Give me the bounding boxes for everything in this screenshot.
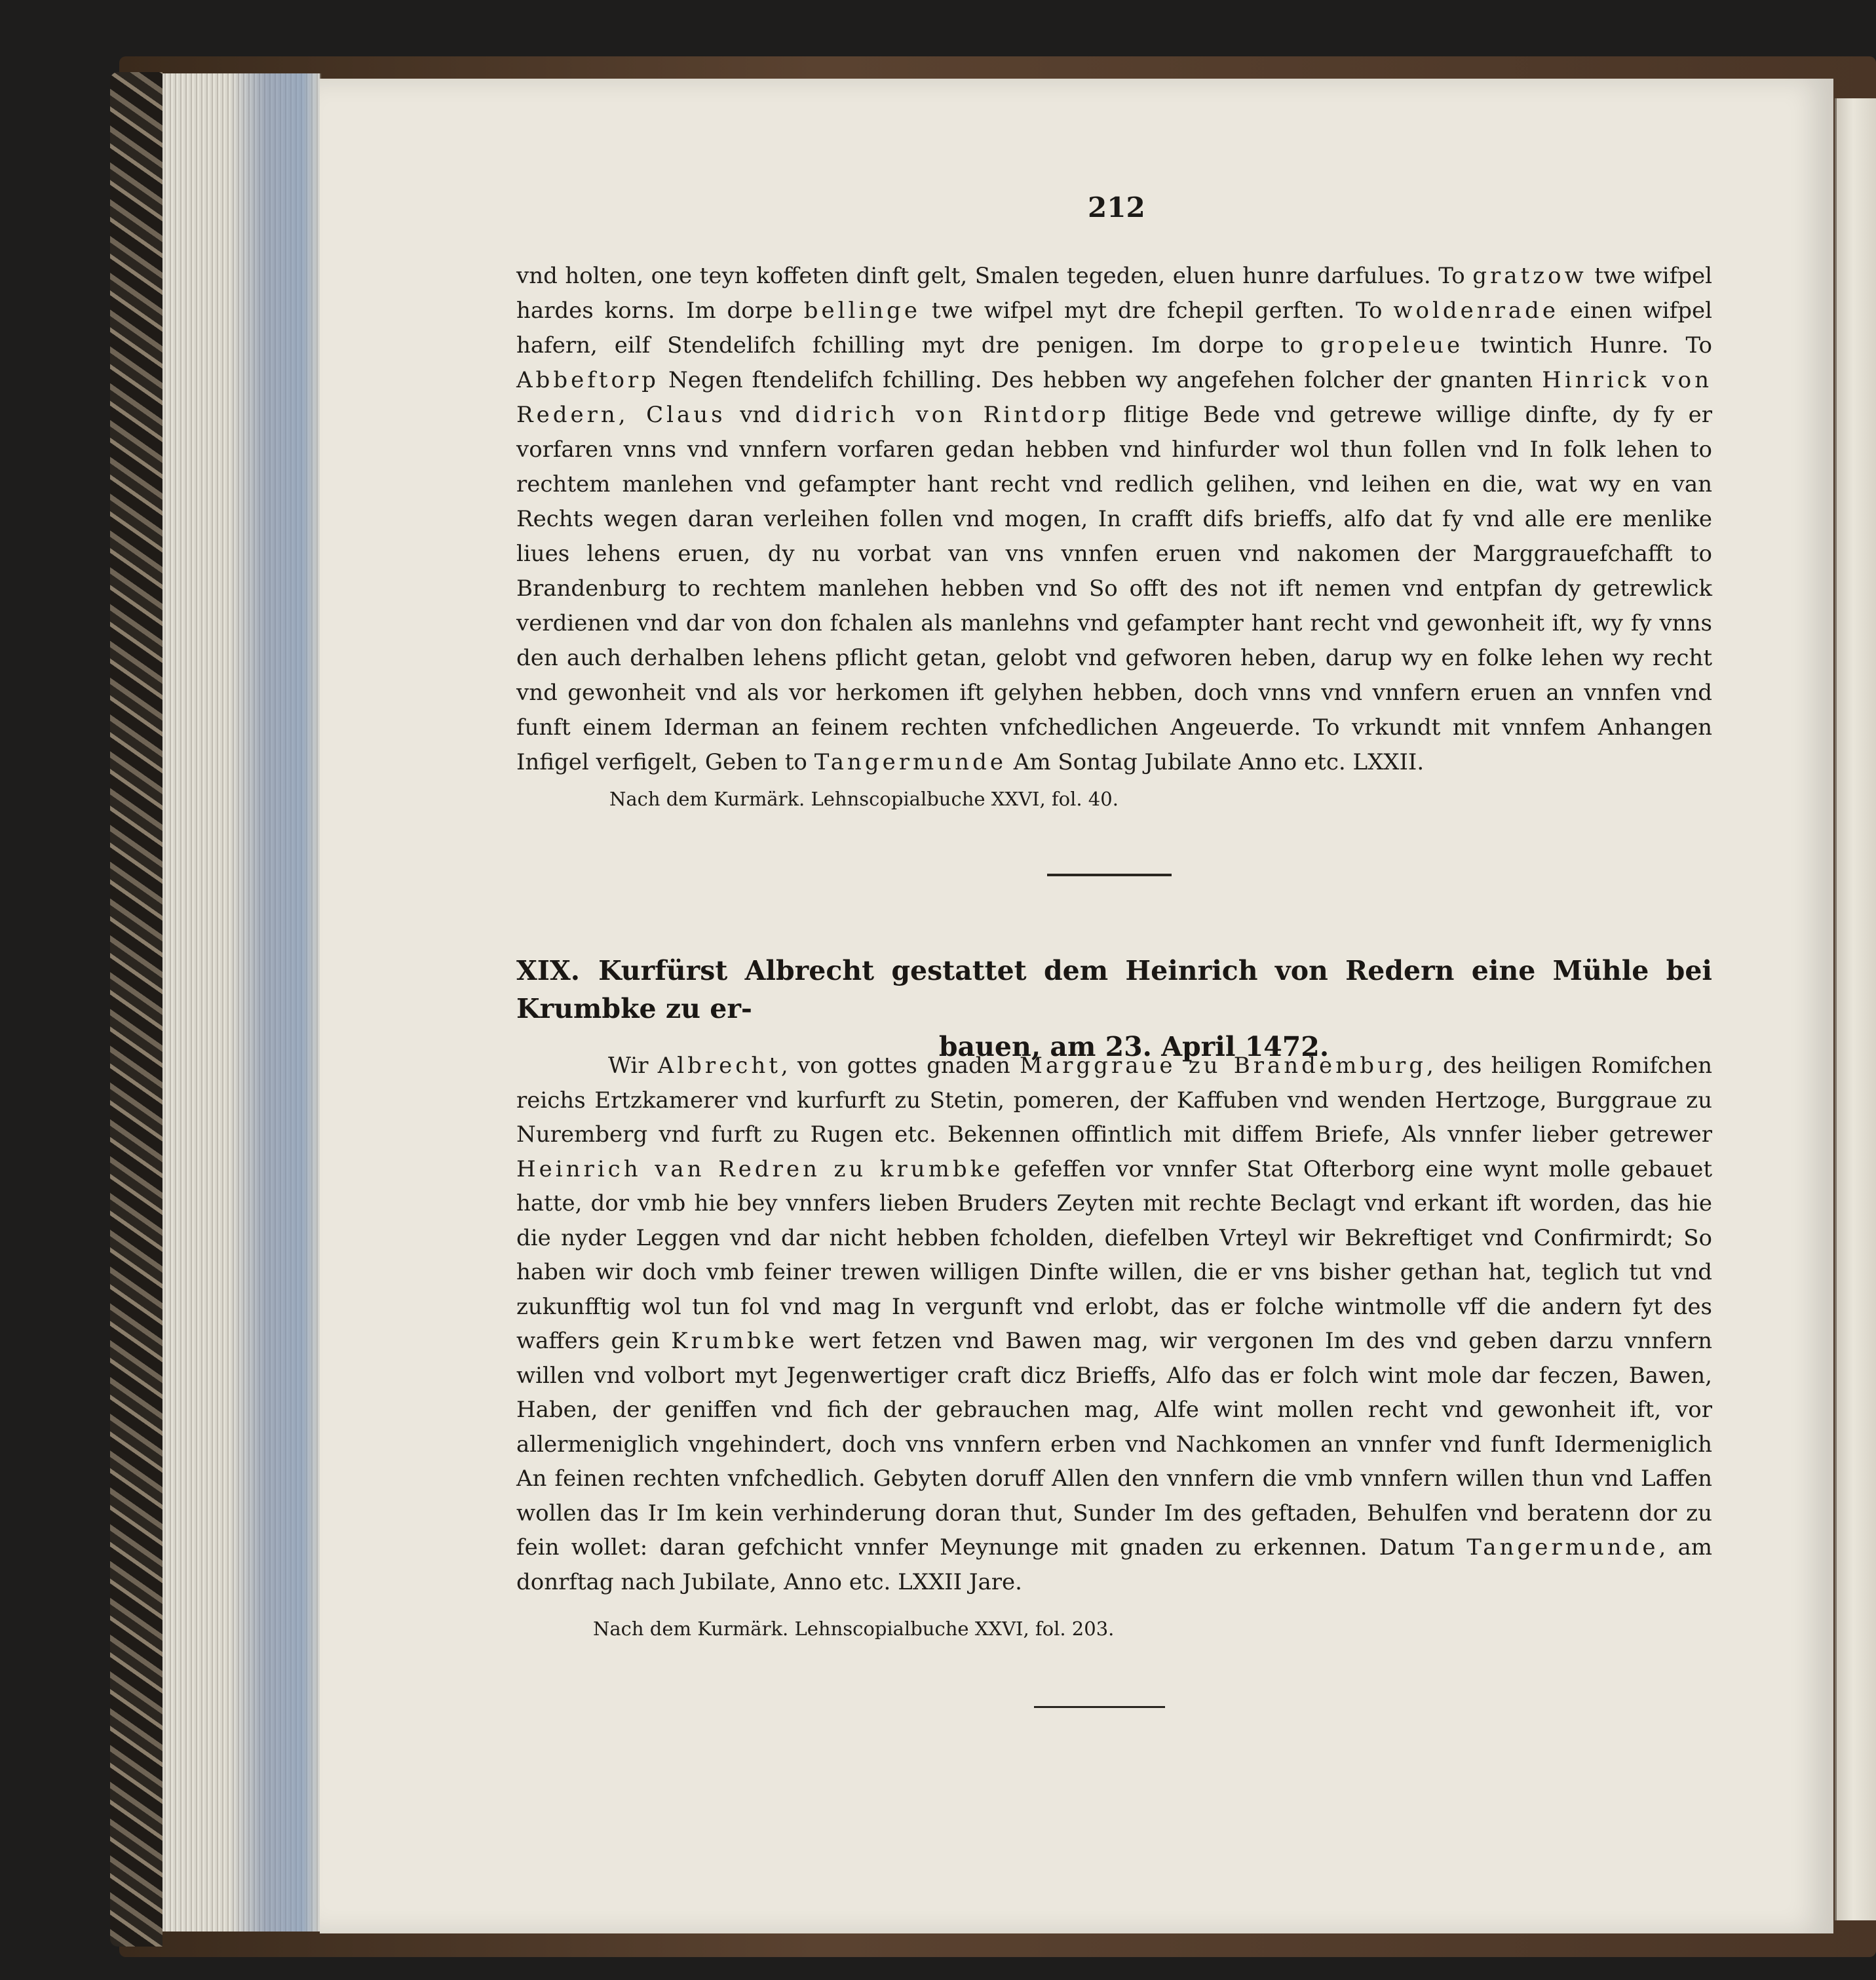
person-name: Heinrich van Redren zu krumbke <box>516 1155 1004 1182</box>
text-segment: , von gottes gnaden <box>780 1053 1020 1079</box>
text-segment: vnd holten, one teyn koffeten dinft gelt, Smalen tegeden, eluen hunre darfulues. To <box>516 263 1473 289</box>
document-1-text <box>516 259 1712 780</box>
page-edge-tint <box>229 73 321 1931</box>
source-note-2: Nach dem Kurmärk. Lehnscopialbuche XXVI, fol. 203. <box>593 1618 1115 1640</box>
text-segment: Am Sontag Jubilate Anno etc. LXXII. <box>1006 749 1425 775</box>
text-segment: , des heiligen Romifchen reichs Ertzkamerer vnd kurfurft zu Stetin, pomeren, der Kaffuben vnd wenden Hertzoge, Burggraue zu Nuremberg vnd furft zu Rugen etc. Bekennen offintlich mit diffem Briefe, Als vnnfer lieber getrewer <box>516 1053 1712 1148</box>
place-name: gratzow <box>1472 263 1587 289</box>
place-name: woldenrade <box>1393 298 1560 324</box>
place-name: Abbeftorp <box>516 367 659 393</box>
end-divider <box>1034 1706 1165 1708</box>
text-segment: Wir <box>608 1053 658 1079</box>
text-segment: flitige Bede vnd getrewe willige dinfte, dy fy er vorfaren vnns vnd vnnfern vorfaren gedan hebben vnd hinfurder wol thun follen vnd In folk lehen to rechtem manlehen vnd gefampter hant recht vnd redlich gelihen, vnd leihen en die, wat wy en van Rechts wegen daran verleihen follen vnd mogen, In crafft difs brieffs, alfo dat fy vnd alle ere menlike liues lehens eruen, dy nu vorbat van vns vnnfen eruen vnd nakomen der Marggrauefchafft to Brandenburg to rechtem manlehen hebben vnd So offt des not ift nemen vnd entpfan dy getrewlick verdienen vnd dar von don fchalen als manlehns vnd gefampter hant recht vnd gewonheit ift, wy fy vnns den auch derhalben lehens pflicht getan, gelobt vnd gefworen heben, darup wy en folke lehen wy recht vnd gewonheit vnd als vor herkomen ift gelyhen hebben, doch vnns vnd vnnfern eruen an vnnfen vnd funft einem Iderman an feinem rechten vnfchedlichen Angeuerde. To vrkundt mit vnnfem Anhangen Infigel verfigelt, Geben to <box>516 402 1712 775</box>
place-name: Krumbke <box>671 1328 798 1354</box>
person-name: Albrecht <box>657 1053 781 1079</box>
facing-page-edge <box>1835 98 1876 1920</box>
title-name: Marggraue zu Brandemburg <box>1020 1053 1426 1079</box>
place-name: Tangermunde <box>1466 1534 1659 1561</box>
document-2-text <box>516 1049 1712 1599</box>
source-note-1: Nach dem Kurmärk. Lehnscopialbuche XXVI, fol. 40. <box>609 788 1119 810</box>
text-segment: vnd <box>725 402 795 428</box>
heading-line-2: bauen, am 23. April 1472. <box>938 1031 1330 1062</box>
text-segment: wert fetzen vnd Bawen mag, wir vergonen Im des vnd geben darzu vnnfern willen vnd volbort myt Jegenwertiger craft dicz Brieffs, Alfo das er folch wint mole dar feczen, Bawen, Haben, der geniffen vnd fich der gebrauchen mag, Alfe wint mollen recht vnd gewonheit ift, vor allermeniglich vngehindert, doch vns vnnfern erben vnd Nachkomen an vnnfer vnd funft Idermeniglich An feinen rechten vnfchedlich. Gebyten doruff Allen den vnnfern die vmb vnnfern willen thun vnd Laffen wollen das Ir Im kein verhinderung doran thut, Sunder Im des geftaden, Behulfen vnd beratenn dor zu fein wollet: daran gefchicht vnnfer Meynunge mit gnaden zu erkennen. Datum <box>516 1328 1713 1561</box>
person-name: didrich von Rintdorp <box>795 402 1109 428</box>
text-segment: twe wifpel myt dre fchepil gerften. To <box>921 298 1394 324</box>
marbled-edge <box>110 72 163 1947</box>
text-segment: , am donrftag nach Jubilate, Anno etc. LXXII Jare. <box>516 1534 1712 1595</box>
text-segment: twintich Hunre. To <box>1463 332 1712 359</box>
text-segment: einen wifpel hafern, eilf Stendelifch fchilling myt dre penigen. Im dorpe to <box>516 298 1712 359</box>
text-segment: gefeffen vor vnnfer Stat Ofterborg eine wynt molle gebauet hatte, dor vmb hie bey vnnfers lieben Bruders Zeyten mit rechte Beclagt vnd erkant ift worden, das hie die nyder Leggen vnd dar nicht hebben fcholden, diefelben Vrteyl wir Bekreftiget vnd Confirmirdt; So haben wir doch vmb feiner trewen willigen Dinfte willen, die er vns bisher gethan hat, teglich tut vnd zukunfftig wol tun fol vnd mag In vergunft vnd erlobt, das er folche wintmolle vff die andern fyt des waffers gein <box>516 1155 1712 1354</box>
person-name: Hinrick von Redern, Claus <box>516 367 1712 428</box>
text-segment: twe wifpel hardes korns. Im dorpe <box>516 263 1712 324</box>
heading-line-1: Kurfürst Albrecht gestattet dem Heinrich von Redern eine Mühle bei Krumbke zu er- <box>516 955 1712 1024</box>
place-name: Tangermunde <box>814 749 1006 775</box>
document-number: XIX. <box>516 955 581 986</box>
place-name: gropeleue <box>1320 332 1464 359</box>
place-name: bellinge <box>803 298 921 324</box>
text-segment: Negen ftendelifch fchilling. Des hebben wy angefehen folcher der gnanten <box>659 367 1542 393</box>
page-number: 212 <box>1088 191 1145 223</box>
section-divider <box>1047 874 1172 876</box>
